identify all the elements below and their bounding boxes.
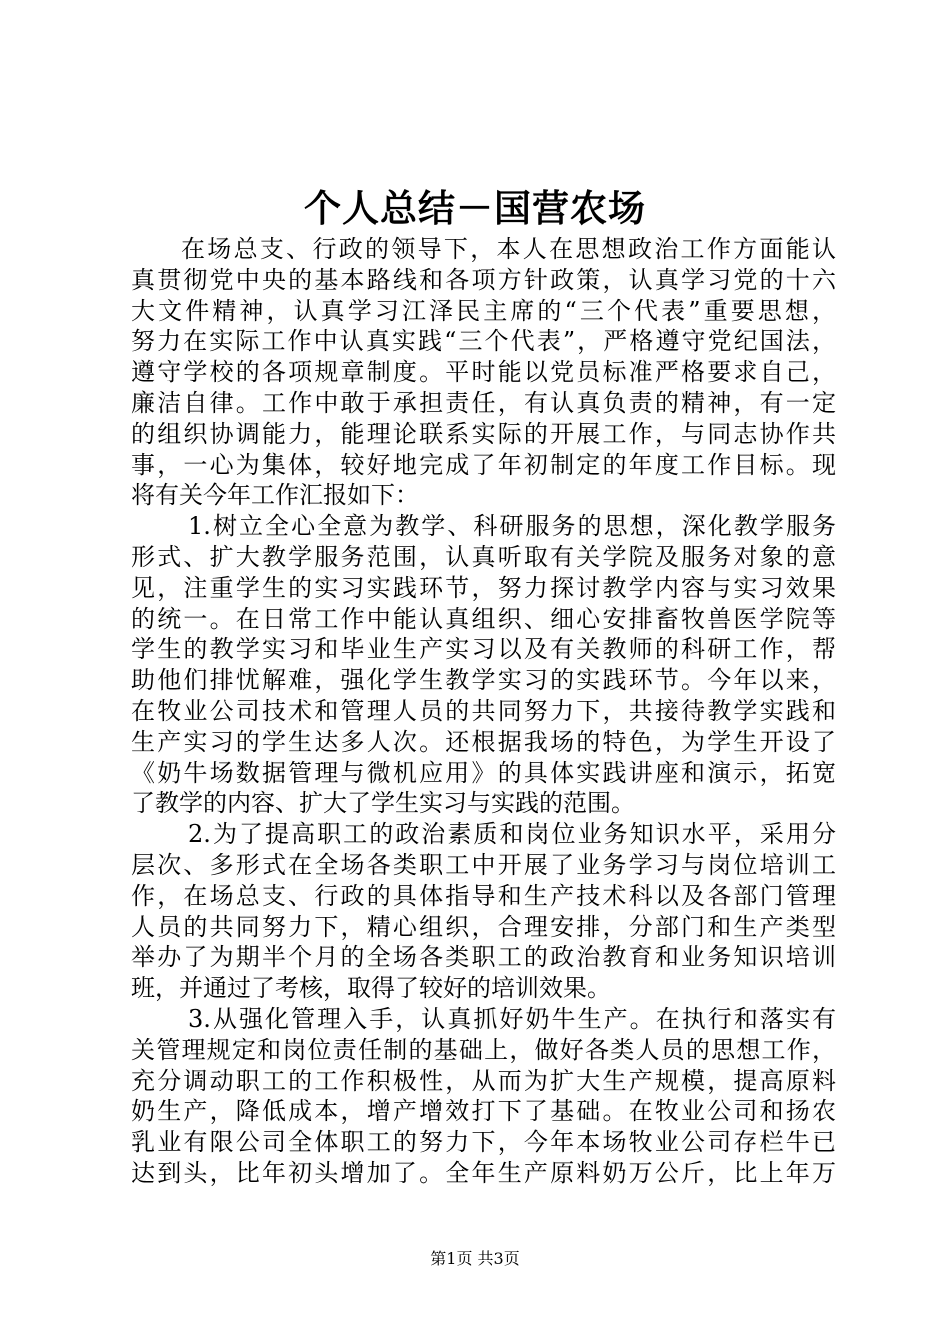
text-line: 举办了为期半个月的全场各类职工的政治教育和业务知识培训: [131, 943, 836, 972]
text-line: 作，在场总支、行政的具体指导和生产技术科以及各部门管理: [131, 881, 836, 910]
text-line: 努力在实际工作中认真实践“三个代表”，严格遵守党纪国法，: [131, 327, 836, 356]
document-title: 个人总结－国营农场: [304, 186, 646, 230]
text-line: 充分调动职工的工作积极性，从而为扩大生产规模，提高原料: [131, 1066, 836, 1095]
text-line: 关管理规定和岗位责任制的基础上，做好各类人员的思想工作，: [131, 1035, 836, 1064]
text-line: 在场总支、行政的领导下，本人在思想政治工作方面能认: [181, 235, 836, 263]
paragraph-item-2: [131, 819, 836, 1004]
text-line: 助他们排忧解难，强化学生教学实习的实践环节。今年以来，: [131, 666, 836, 695]
text-line: 乳业有限公司全体职工的努力下，今年本场牧业公司存栏牛已: [131, 1128, 836, 1157]
text-line: 大文件精神，认真学习江泽民主席的“三个代表”重要思想，: [131, 296, 836, 325]
text-line: 层次、多形式在全场各类职工中开展了业务学习与岗位培训工: [131, 850, 836, 879]
text-line: 学生的教学实习和毕业生产实习以及有关教师的科研工作，帮: [131, 635, 836, 664]
text-line: 将有关今年工作汇报如下：: [131, 481, 419, 510]
page-footer: 第1页 共3页: [430, 1249, 520, 1268]
text-line: 了教学的内容、扩大了学生实习与实践的范围。: [131, 789, 635, 818]
text-line: 《奶牛场数据管理与微机应用》的具体实践讲座和演示，拓宽: [131, 758, 836, 787]
text-line: 1.树立全心全意为教学、科研服务的思想，深化教学服务: [188, 512, 836, 541]
text-line: 真贯彻党中央的基本路线和各项方针政策，认真学习党的十六: [131, 265, 836, 294]
text-line: 形式、扩大教学服务范围，认真听取有关学院及服务对象的意: [131, 542, 836, 571]
paragraph-item-1: [131, 511, 836, 819]
text-line: 的组织协调能力，能理论联系实际的开展工作，与同志协作共: [131, 419, 836, 448]
text-line: 生产实习的学生达多人次。还根据我场的特色，为学生开设了: [131, 727, 836, 756]
text-line: 的统一。在日常工作中能认真组织、细心安排畜牧兽医学院等: [131, 604, 836, 633]
text-line: 见，注重学生的实习实践环节，努力探讨教学内容与实习效果: [131, 573, 836, 602]
text-line: 达到头，比年初头增加了。全年生产原料奶万公斤，比上年万: [131, 1158, 836, 1187]
text-line: 廉洁自律。工作中敢于承担责任，有认真负责的精神，有一定: [131, 388, 836, 417]
text-line: 遵守学校的各项规章制度。平时能以党员标准严格要求自己，: [131, 358, 836, 387]
text-line: 2.为了提高职工的政治素质和岗位业务知识水平，采用分: [188, 820, 836, 849]
text-line: 3.从强化管理入手，认真抓好奶牛生产。在执行和落实有: [188, 1004, 836, 1033]
paragraph-item-3: [131, 1004, 836, 1189]
text-line: 人员的共同努力下，精心组织，合理安排，分部门和生产类型: [131, 912, 836, 941]
text-line: 班，并通过了考核，取得了较好的培训效果。: [131, 974, 611, 1003]
text-line: 奶生产，降低成本，增产增效打下了基础。在牧业公司和扬农: [131, 1097, 836, 1126]
document-body: [131, 234, 836, 1189]
text-line: 在牧业公司技术和管理人员的共同努力下，共接待教学实践和: [131, 696, 836, 725]
paragraph-intro: [131, 234, 836, 511]
text-line: 事，一心为集体，较好地完成了年初制定的年度工作目标。现: [131, 450, 836, 479]
